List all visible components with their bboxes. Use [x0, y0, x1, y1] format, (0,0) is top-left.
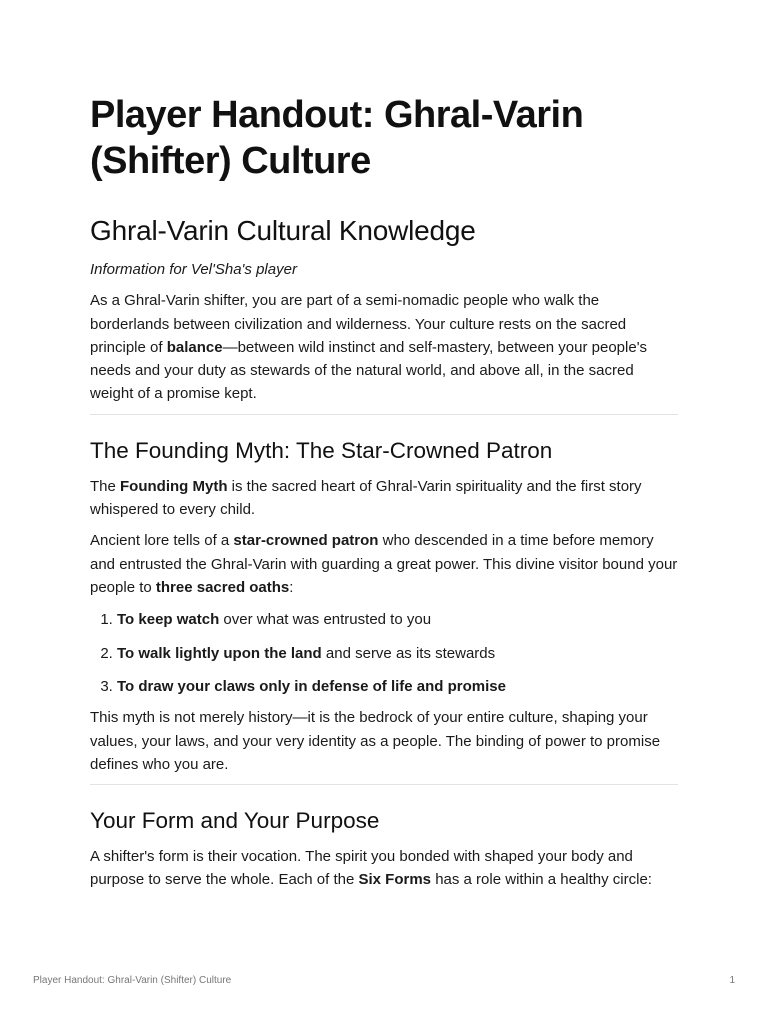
- document-body: [90, 92, 678, 892]
- section-subtitle: Information for Vel'Sha's player: [90, 261, 297, 278]
- document-title: Player Handout: Ghral-Varin (Shifter) Culture: [90, 94, 584, 182]
- section-divider: [90, 784, 678, 785]
- list-item: 3. To draw your claws only in defense of life and promise: [117, 675, 678, 698]
- form-purpose-paragraph: A shifter's form is their vocation. The spirit you bonded with shaped your body and purpose to serve the whole. Each of the Six Forms has a role within a healthy circle:: [90, 848, 652, 889]
- section-heading-cultural-knowledge: Ghral-Varin Cultural Knowledge: [90, 215, 476, 246]
- founding-myth-paragraph: The Founding Myth is the sacred heart of Ghral-Varin spirituality and the first story whispered to every child.: [90, 477, 642, 519]
- intro-paragraph: As a Ghral-Varin shifter, you are part of a semi-nomadic people who walk the borderlands between civilization and wilderness. Your culture rests on the sacred principle of balance—between wild instinct and self-mastery, between your people's needs and your duty as stewards of the natural world, and above all, in the sacred weight of a promise kept.: [90, 292, 648, 403]
- myth-significance-paragraph: This myth is not merely history—it is the bedrock of your entire culture, shaping your values, your laws, and your very identity as a people. The binding of power to promise defines who you are.: [90, 709, 661, 773]
- list-item: 2. To walk lightly upon the land and serve as its stewards: [117, 642, 678, 665]
- ancient-lore-paragraph: Ancient lore tells of a star-crowned patron who descended in a time before memory and entrusted the Ghral-Varin with guarding a great power. This divine visitor bound your people to three sacred oaths:: [90, 532, 678, 596]
- section-divider: [90, 414, 678, 415]
- section-heading-form-purpose: Your Form and Your Purpose: [90, 808, 380, 834]
- oaths-list: [90, 608, 678, 698]
- bold-balance: balance: [166, 338, 223, 356]
- section-heading-founding-myth: The Founding Myth: The Star-Crowned Patron: [90, 437, 553, 463]
- page-footer-title: Player Handout: Ghral-Varin (Shifter) Culture: [33, 975, 232, 986]
- list-item: 1. To keep watch over what was entrusted to you: [117, 608, 678, 631]
- page-number: 1: [729, 975, 735, 986]
